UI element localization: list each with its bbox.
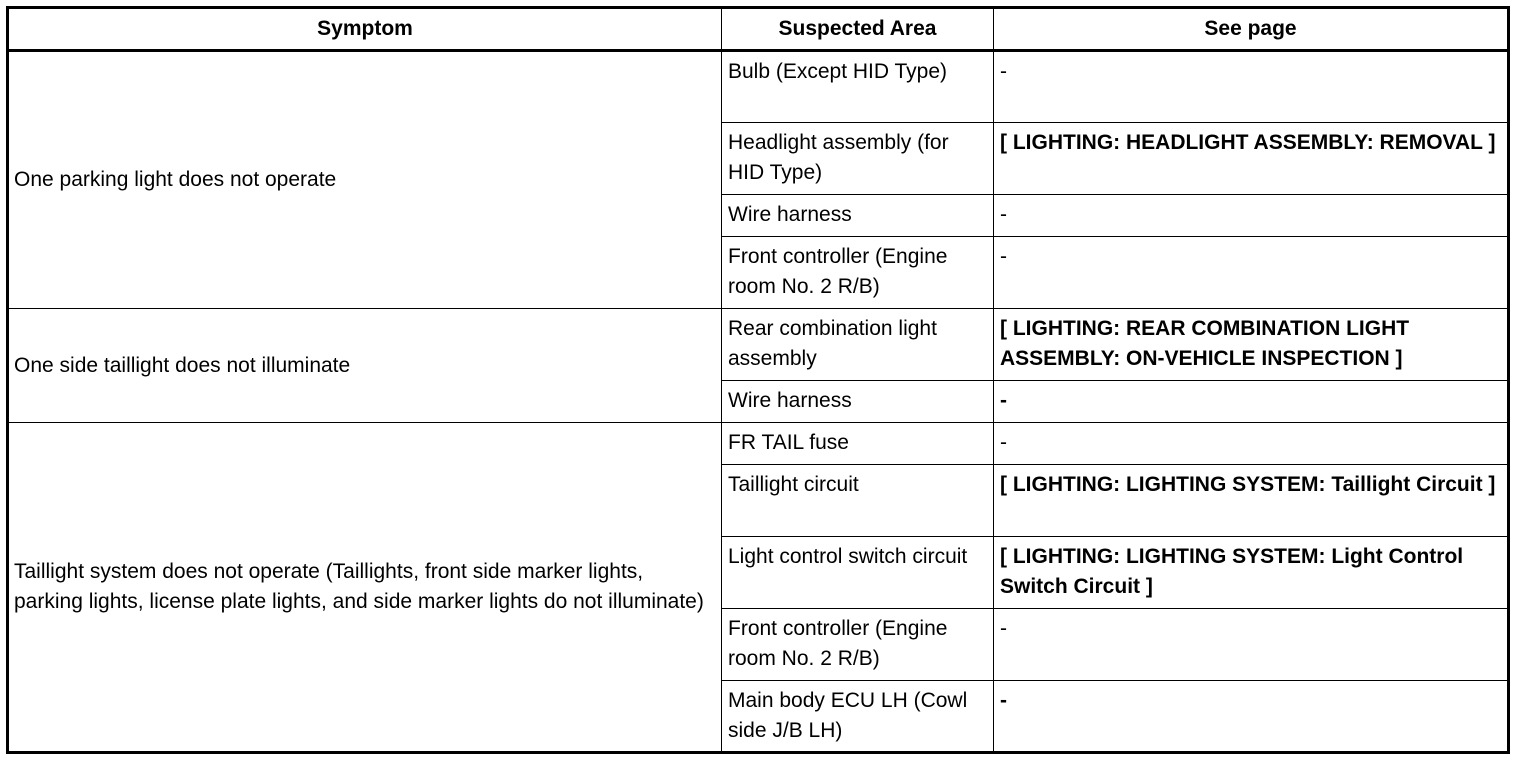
suspected-area-cell: Main body ECU LH (Cowl side J/B LH) [722, 681, 994, 753]
diagnosis-table [6, 6, 1510, 754]
suspected-area-cell: Wire harness [722, 381, 994, 423]
see-page-reference: [ LIGHTING: HEADLIGHT ASSEMBLY: REMOVAL ] [994, 123, 1509, 195]
see-page-cell: - [994, 423, 1509, 465]
suspected-area-cell: Headlight assembly (for HID Type) [722, 123, 994, 195]
see-page-cell: - [994, 51, 1509, 123]
header-symptom: Symptom [8, 8, 722, 51]
suspected-area-cell: Light control switch circuit [722, 537, 994, 609]
see-page-cell: - [994, 609, 1509, 681]
table-row [8, 423, 1509, 465]
header-row [8, 8, 1509, 51]
suspected-area-cell: FR TAIL fuse [722, 423, 994, 465]
symptom-cell: Taillight system does not operate (Taillights, front side marker lights, parking lights, license plate lights, and side marker lights do not illuminate) [8, 423, 722, 753]
see-page-cell: - [994, 681, 1509, 753]
see-page-cell: - [994, 237, 1509, 309]
see-page-reference: [ LIGHTING: LIGHTING SYSTEM: Light Control Switch Circuit ] [994, 537, 1509, 609]
header-see-page: See page [994, 8, 1509, 51]
suspected-area-cell: Bulb (Except HID Type) [722, 51, 994, 123]
suspected-area-cell: Taillight circuit [722, 465, 994, 537]
suspected-area-cell: Wire harness [722, 195, 994, 237]
symptom-cell: One parking light does not operate [8, 51, 722, 309]
suspected-area-cell: Rear combination light assembly [722, 309, 994, 381]
see-page-reference: [ LIGHTING: REAR COMBINATION LIGHT ASSEMBLY: ON-VEHICLE INSPECTION ] [994, 309, 1509, 381]
see-page-reference: [ LIGHTING: LIGHTING SYSTEM: Taillight Circuit ] [994, 465, 1509, 537]
table-row [8, 309, 1509, 381]
symptom-cell: One side taillight does not illuminate [8, 309, 722, 423]
suspected-area-cell: Front controller (Engine room No. 2 R/B) [722, 609, 994, 681]
suspected-area-cell: Front controller (Engine room No. 2 R/B) [722, 237, 994, 309]
see-page-cell: - [994, 195, 1509, 237]
header-suspected-area: Suspected Area [722, 8, 994, 51]
table-row [8, 51, 1509, 123]
see-page-cell: - [994, 381, 1509, 423]
